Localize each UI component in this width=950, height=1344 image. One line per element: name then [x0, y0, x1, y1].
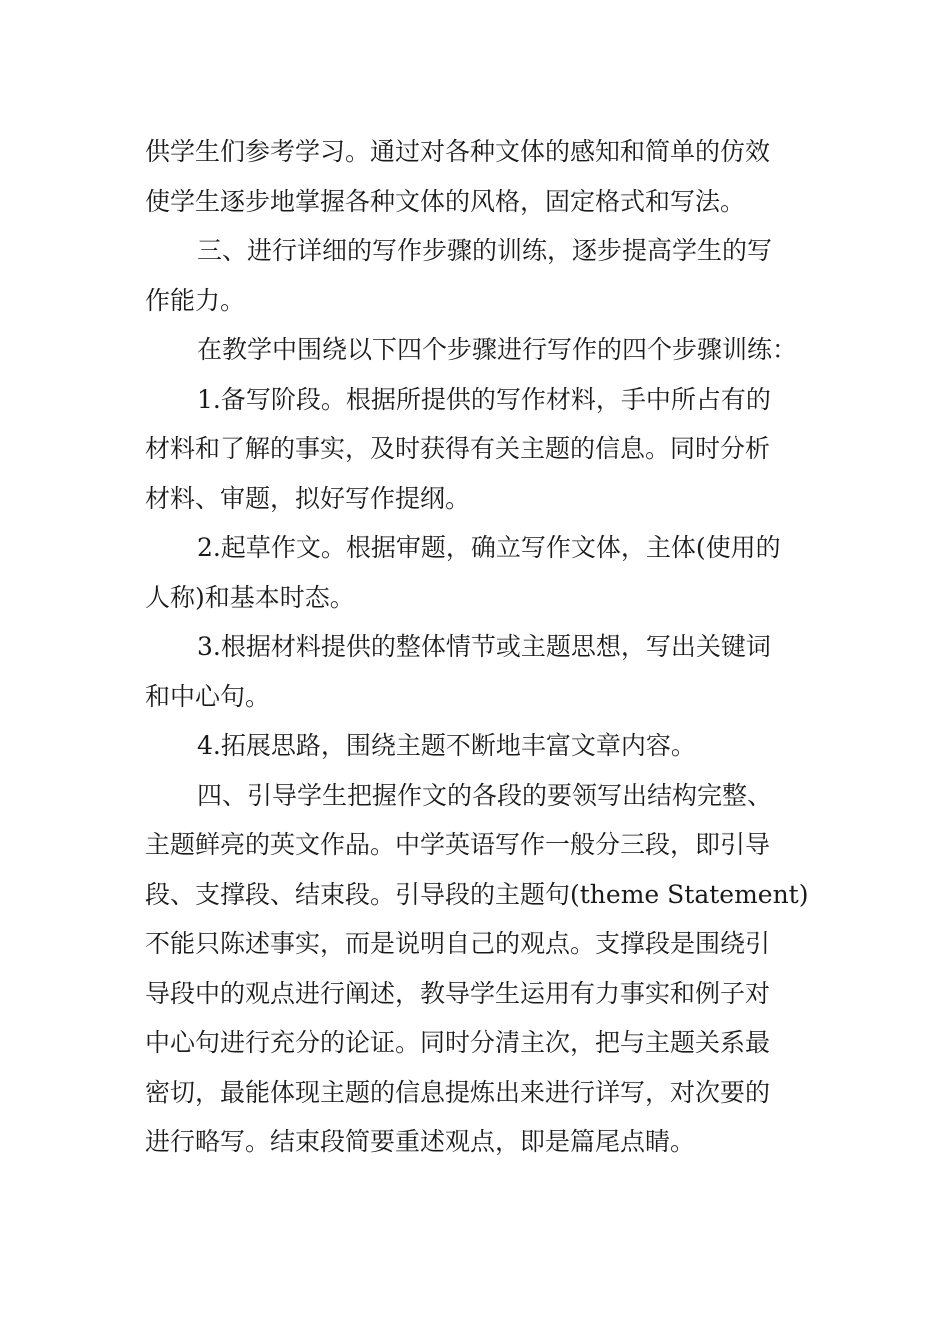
- text-line: 人称)和基本时态。: [145, 582, 355, 612]
- text-line: 不能只陈述事实，而是说明自己的观点。支撑段是围绕引: [145, 929, 771, 958]
- text-line: 材料和了解的事实，及时获得有关主题的信息。同时分析: [145, 434, 771, 463]
- text-line: 四、引导学生把握作文的各段的要领写出结构完整、: [197, 780, 773, 810]
- text-line: 供学生们参考学习。通过对各种文体的感知和简单的仿效: [145, 137, 771, 166]
- text-line: 和中心句。: [145, 681, 271, 711]
- text-line: 中心句进行充分的论证。同时分清主次，把与主题关系最: [145, 1028, 771, 1057]
- document-text-body: [145, 127, 815, 1167]
- text-line: 4.拓展思路，围绕主题不断地丰富文章内容。: [197, 731, 696, 760]
- text-line: 2.起草作文。根据审题，确立写作文体，主体(使用的: [197, 533, 781, 562]
- text-line: 密切，最能体现主题的信息提炼出来进行详写，对次要的: [145, 1077, 771, 1107]
- text-line: 使学生逐步地掌握各种文体的风格，固定格式和写法。: [145, 186, 746, 216]
- text-line: 三、进行详细的写作步骤的训练，逐步提高学生的写: [197, 236, 773, 265]
- text-line: 进行略写。结束段简要重述观点，即是篇尾点睛。: [145, 1127, 696, 1156]
- text-line: 作能力。: [145, 285, 246, 315]
- text-line: 材料、审题，拟好写作提纲。: [145, 483, 471, 513]
- text-line: 1.备写阶段。根据所提供的写作材料，手中所占有的: [197, 384, 771, 414]
- text-line: 3.根据材料提供的整体情节或主题思想，写出关键词: [197, 632, 771, 661]
- text-line: 导段中的观点进行阐述，教导学生运用有力事实和例子对: [145, 978, 771, 1008]
- text-line: 在教学中围绕以下四个步骤进行写作的四个步骤训练：: [197, 335, 798, 364]
- text-line: 主题鲜亮的英文作品。中学英语写作一般分三段，即引导: [145, 830, 771, 859]
- text-line: 段、支撑段、结束段。引导段的主题句(theme Statement): [145, 879, 809, 909]
